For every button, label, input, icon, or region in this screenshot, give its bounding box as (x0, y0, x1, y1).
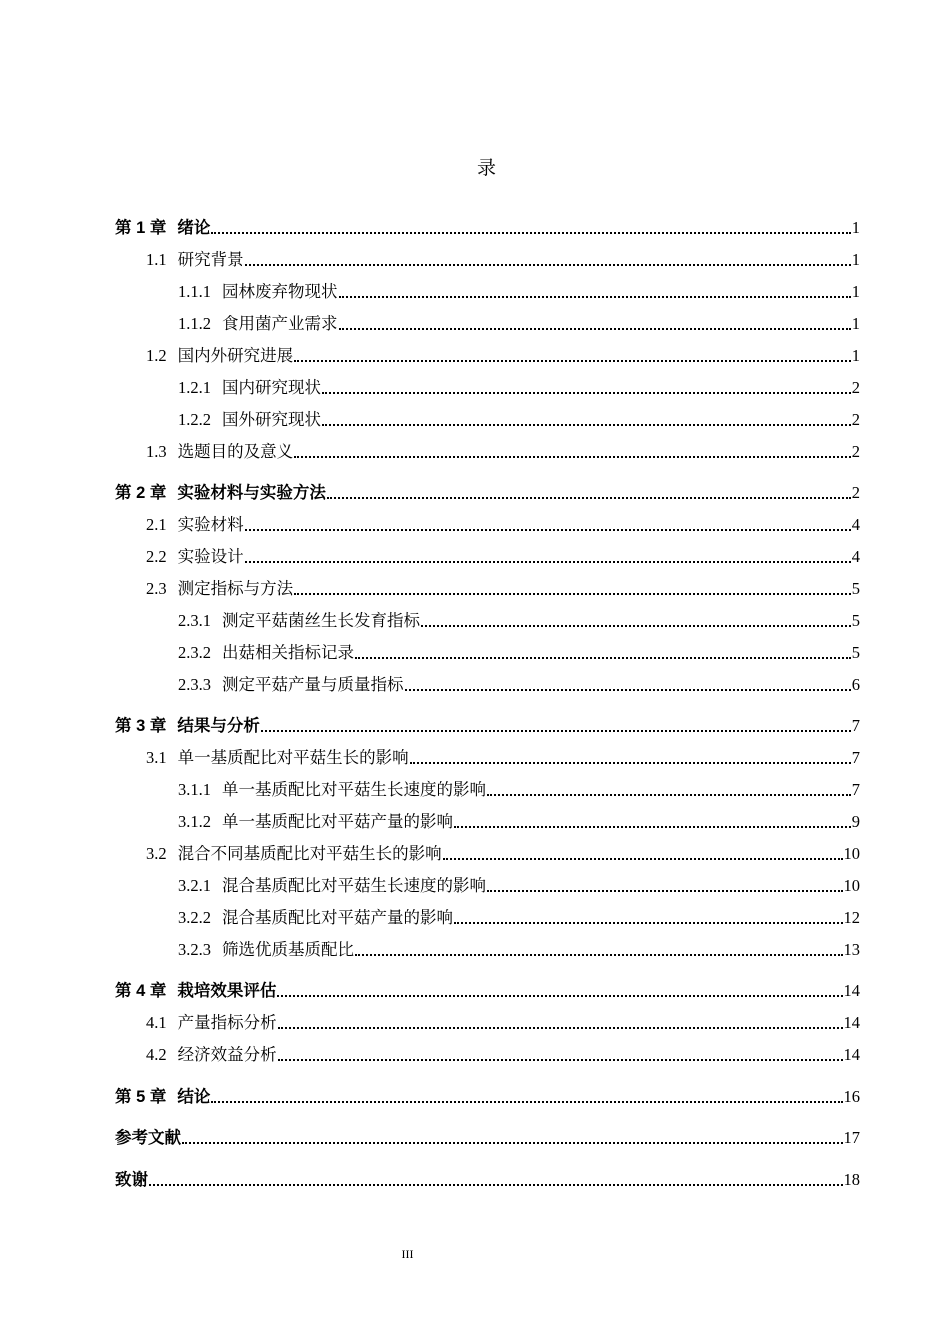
toc-entry-number: 2.3.1 (178, 611, 211, 630)
toc-dot-leader (245, 529, 851, 531)
toc-entry-page: 7 (851, 716, 860, 735)
toc-entry-number: 第 2 章 (115, 484, 167, 502)
toc-entry-page: 10 (843, 876, 860, 895)
toc-entry-title: 混合基质配比对平菇产量的影响 (222, 908, 453, 927)
toc-entry-number: 3.1.1 (178, 780, 211, 799)
toc-entry-number: 3.2.1 (178, 876, 211, 895)
toc-entry-page: 9 (851, 812, 860, 831)
toc-entry-title: 经济效益分析 (177, 1045, 277, 1064)
toc-entry[interactable] (115, 875, 860, 897)
toc-entry-title: 绪论 (177, 219, 211, 237)
toc-dot-leader (322, 424, 851, 426)
toc-entry-page: 14 (843, 1045, 860, 1064)
toc-dot-leader (261, 730, 851, 732)
toc-entry[interactable] (115, 217, 860, 239)
toc-entry-page: 7 (851, 780, 860, 799)
toc-entry[interactable] (115, 980, 860, 1002)
toc-dot-leader (278, 1027, 843, 1029)
toc-dot-leader (355, 657, 851, 659)
toc-entry-title: 混合基质配比对平菇生长速度的影响 (222, 876, 486, 895)
toc-dot-leader (405, 689, 851, 691)
toc-entry-page: 1 (851, 314, 860, 333)
toc-entry-page: 14 (843, 981, 860, 1000)
toc-entry-page: 5 (851, 611, 860, 630)
toc-entry-number: 1.2 (146, 346, 167, 365)
toc-entry-number: 1.1.1 (178, 282, 211, 301)
toc-entry[interactable] (115, 811, 860, 833)
toc-entry-page: 6 (851, 675, 860, 694)
toc-entry-page: 4 (851, 547, 860, 566)
toc-entry[interactable] (115, 747, 860, 769)
toc-entry-title: 单一基质配比对平菇生长的影响 (177, 748, 409, 767)
toc-entry-title: 单一基质配比对平菇生长速度的影响 (222, 780, 486, 799)
toc-dot-leader (421, 625, 851, 627)
toc-entry[interactable] (115, 1044, 860, 1066)
toc-dot-leader (339, 328, 851, 330)
toc-dot-leader (245, 561, 851, 563)
toc-dot-leader (443, 858, 843, 860)
toc-dot-leader (487, 794, 851, 796)
toc-entry-title: 测定指标与方法 (177, 579, 294, 598)
toc-entry-number: 3.2.3 (178, 940, 211, 959)
toc-entry[interactable] (115, 441, 860, 463)
toc-entry-page: 14 (843, 1013, 860, 1032)
toc-entry-page: 7 (851, 748, 860, 767)
toc-entry-title: 实验设计 (177, 547, 244, 566)
toc-dot-leader (211, 232, 850, 234)
toc-entry[interactable] (115, 578, 860, 600)
toc-entry-page: 18 (843, 1170, 860, 1189)
toc-entry[interactable] (115, 345, 860, 367)
toc-entry[interactable] (115, 843, 860, 865)
toc-entry-title: 致谢 (115, 1171, 148, 1189)
toc-dot-leader (410, 762, 851, 764)
toc-entry-number: 1.2.1 (178, 378, 211, 397)
toc-entry-number: 第 3 章 (115, 717, 167, 735)
toc-entry[interactable] (115, 1086, 860, 1108)
toc-entry-number: 4.1 (146, 1013, 167, 1032)
toc-entry[interactable] (115, 514, 860, 536)
toc-entry-title: 测定平菇产量与质量指标 (222, 675, 404, 694)
toc-entry-page: 17 (843, 1128, 860, 1147)
toc-dot-leader (454, 826, 851, 828)
toc-dot-leader (278, 1059, 843, 1061)
toc-entry-title: 测定平菇菌丝生长发育指标 (222, 611, 420, 630)
toc-dot-leader (294, 456, 851, 458)
toc-entry-number: 3.2 (146, 844, 167, 863)
toc-entry[interactable] (115, 907, 860, 929)
toc-dot-leader (339, 296, 851, 298)
toc-entry-title: 园林废弃物现状 (222, 282, 338, 301)
toc-entry-title: 食用菌产业需求 (222, 314, 338, 333)
toc-entry-number: 3.1.2 (178, 812, 211, 831)
toc-dot-leader (355, 954, 843, 956)
toc-entry-number: 1.2.2 (178, 410, 211, 429)
toc-entry-title: 筛选优质基质配比 (222, 940, 354, 959)
toc-entry[interactable] (115, 249, 860, 271)
toc-entry[interactable] (115, 1127, 860, 1149)
toc-entry-page: 1 (851, 282, 860, 301)
toc-entry-title: 国外研究现状 (222, 410, 321, 429)
toc-entry-title: 实验材料与实验方法 (177, 484, 326, 502)
toc-dot-leader (245, 264, 851, 266)
toc-entry-page: 1 (851, 250, 860, 269)
toc-entry-title: 栽培效果评估 (177, 982, 277, 1000)
page-number: III (401, 1247, 414, 1261)
toc-entry[interactable] (115, 281, 860, 303)
toc-entry-number: 1.3 (146, 442, 167, 461)
toc-dot-leader (182, 1142, 843, 1144)
toc-entry[interactable] (115, 779, 860, 801)
toc-entry[interactable] (115, 610, 860, 632)
toc-entry-title: 实验材料 (177, 515, 244, 534)
toc-entry-title: 国内研究现状 (222, 378, 321, 397)
toc-entry[interactable] (115, 642, 860, 664)
toc-entry-page: 16 (843, 1087, 860, 1106)
toc-entry-title: 研究背景 (177, 250, 244, 269)
toc-entry-title: 结论 (177, 1088, 211, 1106)
toc-entry-title: 结果与分析 (177, 717, 260, 735)
toc-entry-number: 2.2 (146, 547, 167, 566)
toc-entry-page: 10 (843, 844, 860, 863)
toc-entry[interactable] (115, 715, 860, 737)
toc-entry-title: 产量指标分析 (177, 1013, 277, 1032)
toc-dot-leader (454, 922, 843, 924)
toc-entry-title: 国内外研究进展 (177, 346, 294, 365)
page-title: 录 (476, 158, 496, 179)
toc-entry-number: 2.1 (146, 515, 167, 534)
toc-entry-number: 2.3 (146, 579, 167, 598)
toc-entry[interactable] (115, 1169, 860, 1191)
toc-entry-title: 混合不同基质配比对平菇生长的影响 (177, 844, 442, 863)
toc-entry-number: 3.1 (146, 748, 167, 767)
toc-entry-number: 4.2 (146, 1045, 167, 1064)
toc-dot-leader (149, 1184, 843, 1186)
toc-entry-number: 1.1 (146, 250, 167, 269)
toc-entry[interactable] (115, 1012, 860, 1034)
toc-entry-number: 第 1 章 (115, 219, 167, 237)
toc-entry-number: 1.1.2 (178, 314, 211, 333)
toc-entry[interactable] (115, 482, 860, 504)
toc-entry-page: 2 (851, 442, 860, 461)
toc-entry-title: 出菇相关指标记录 (222, 643, 354, 662)
toc-entry-page: 5 (851, 579, 860, 598)
toc-entry-number: 2.3.3 (178, 675, 211, 694)
toc-entry-page: 13 (843, 940, 860, 959)
toc-entry-number: 第 4 章 (115, 982, 167, 1000)
toc-entry-page: 1 (851, 218, 860, 237)
toc-dot-leader (294, 593, 851, 595)
toc-entry-page: 2 (851, 483, 860, 502)
toc-entry-page: 4 (851, 515, 860, 534)
toc-entry[interactable] (115, 313, 860, 335)
toc-entry[interactable] (115, 377, 860, 399)
toc-dot-leader (277, 995, 842, 997)
toc-dot-leader (487, 890, 843, 892)
toc-entry-title: 参考文献 (115, 1129, 181, 1147)
toc-entry[interactable] (115, 939, 860, 961)
toc-entry-page: 5 (851, 643, 860, 662)
toc-entry[interactable] (115, 674, 860, 696)
toc-entry-number: 2.3.2 (178, 643, 211, 662)
toc-entry-title: 单一基质配比对平菇产量的影响 (222, 812, 453, 831)
toc-dot-leader (294, 360, 851, 362)
toc-entry[interactable] (115, 546, 860, 568)
toc-entry-page: 2 (851, 378, 860, 397)
toc-entry-page: 1 (851, 346, 860, 365)
toc-dot-leader (211, 1101, 842, 1103)
toc-entry-page: 2 (851, 410, 860, 429)
toc-dot-leader (322, 392, 851, 394)
toc-entry-number: 3.2.2 (178, 908, 211, 927)
toc-entry-page: 12 (843, 908, 860, 927)
toc-entry-number: 第 5 章 (115, 1088, 167, 1106)
toc-dot-leader (327, 497, 851, 499)
toc-entry-title: 选题目的及意义 (177, 442, 294, 461)
toc-entry[interactable] (115, 409, 860, 431)
